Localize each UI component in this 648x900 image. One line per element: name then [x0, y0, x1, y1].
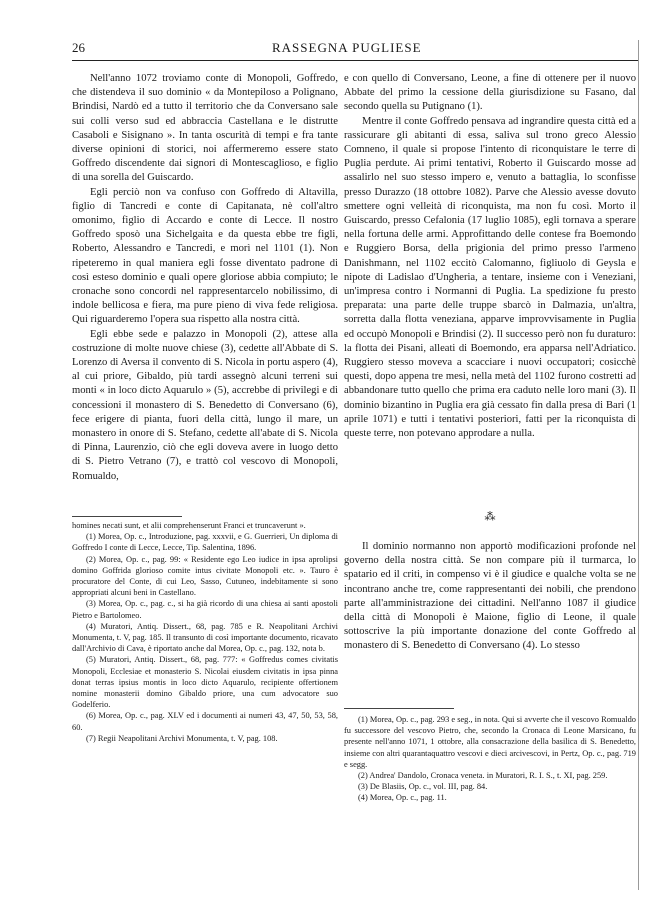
paragraph: Mentre il conte Goffredo pensava ad ingrandire questa città ed a rassicurare gli abitanti di essa, saliva sul trono greco Alessio Comneno, il quale si propose l'intento di riconquistare le terre di Puglia perdute. Ai primi tentativi, Roberto il Guiscardo mosse ad assalirlo nel suo stesso impero e, venuto a battaglia, lo sconfisse presso Durazzo (18 ottobre 1082). Parve che Alessio avesse dovuto smettere ogni velleità di riconquista, ma non fu così. Morto il Guiscardo, presso Cefalonia (17 luglio 1085), egli tornava a sperare nella fortuna delle armi. Approfittando delle contese fra Boemondo e Ruggiero Borsa, della prigionia del primo presso l'armeno Danishmann, nel 1102 eccitò Calomanno, figliuolo di Geysla e nipote di Ladislao d'Ungheria, a tentare, insieme con i Veneziani, un'impresa contro i Normanni di Puglia. La spedizione fu presto preparata: una parte delle truppe sbarcò in Dalmazia, un'altra, sorretta dalla flotta veneziana, apparve improvvisamente in Puglia ed occupò Monopoli e Brindisi (2). Il successo però non fu duraturo: la flotta dei Pisani, alleati di Boemondo, era apparsa nell'Adriatico. Ruggiero stesso moveva a scacciare i nuovi occupatori; cosicchè questi, dopo appena tre mesi, nella metà del 1102 furono costretti ad abbandonare tutto quello che prima era caduto nelle loro mani (3). Il dominio bizantino in Puglia era già cessato fin dalla presa di Bari (1 aprile 1071) e tutti i tentativi posteriori, fatti per la riconquista di queste terre, non potevano approdare a nulla. — [344, 115, 636, 440]
footnote: (4) Morea, Op. c., pag. 11. — [358, 793, 447, 803]
footnote: (4) Muratori, Antiq. Dissert., 68, pag. 785 e R. Neapolitani Archivi Monumenta, t. V, pag. 185. Il transunto di così importante documento, ricavato dall'Archivio di Cava, è riportato anche dal Morea, Op. c., pag. 132, nota b. — [72, 621, 338, 654]
footnote: homines necati sunt, et alii comprehenserunt Franci et truncaverunt ». — [72, 521, 306, 530]
paragraph: e con quello di Conversano, Leone, a fine di ottenere per il nuovo Abbate del primo la cessione della giurisdizione su Fasano, dal secondo quella su Putignano (1). — [344, 73, 636, 113]
left-column — [72, 72, 338, 484]
footnote: (3) De Blasiis, Op. c., vol. III, pag. 84. — [358, 782, 488, 792]
paragraph: Nell'anno 1072 troviamo conte di Monopoli, Goffredo, che distendeva il suo dominio « da Montepiloso a Polignano, Brindisi, Nardò ed a tutto il territorio che da Conversano sale sui colli verso sud ed abbraccia Castellana e le distrutte Casaboli e Sisignano ». In tanta oscurità di tempi e fra tante diverse opinioni di storici, noi affermeremo essere stato Goffredo discendente dai signori di Montescaglioso, e figlio di una sorella del Guiscardo. — [72, 73, 338, 184]
footnote: (1) Morea, Op. c., Introduzione, pag. xxxvii, e G. Guerrieri, Un diploma di Goffredo I conte di Lecce, Lecce, Tip. Salentina, 1896. — [72, 532, 338, 553]
page-edge-line — [638, 40, 639, 890]
footnote: (6) Morea, Op. c., pag. XLV ed i documenti ai numeri 43, 47, 50, 53, 58, 60. — [72, 711, 338, 732]
page-number: 26 — [72, 40, 85, 55]
footnote-rule — [344, 708, 454, 709]
footnote: (5) Muratori, Antiq. Dissert., 68, pag. 777: « Goffredus comes civitatis Monopoli, Ecclesiae et monasterio S. Nicolai eiusdem civitatis in ipsa pinna donat terras ipsius montis in loco dicto Aquarulo, recipiente offertionem nomine monasterii domino Gibaldo priore, una cum advocatore suo Godelferio. — [72, 655, 338, 710]
right-column — [344, 72, 636, 441]
footnote: (2) Andrea' Dandolo, Cronaca veneta. in Muratori, R. I. S., t. XI, pag. 259. — [358, 771, 608, 781]
header-rule — [72, 60, 638, 61]
footnote: (2) Morea, Op. c., pag. 99: « Residente ego Leo iudice in ipsa aprolipsi domino Goffrida glorioso comite intus civitate Monopoli etc. ». Tauro è procuratore del Conte, di cui Leo, Sasso, Cutuneo, indebitamente si sono appropriati alcuni beni in Castellano. — [72, 554, 338, 598]
paragraph: Egli perciò non va confuso con Goffredo di Altavilla, figlio di Tancredi e conte di Capitanata, nè coll'altro omonimo, figlio di Accardo e conte di Lecce. Il nostro Goffredo sposò una Sichelgaita e da questa ebbe tre figli, Roberto, Alessandro e Tancredi, e morì nel 1101 (1). Non ripeteremo in qual maniera egli fosse diventato padrone di così esteso dominio e quali opere gloriose abbia compiuto; le cronache sono concordi nel rappresentarcelo nobilissimo, di indole bellicosa e fiera, ma pure pieno di viva fede religiosa. Qui riguarderemo l'opera sua rispetto alla nostra città. — [72, 186, 338, 326]
running-title: RASSEGNA PUGLIESE — [272, 40, 422, 55]
footnote: (1) Morea, Op. c., pag. 293 e seg., in nota. Qui si avverte che il vescovo Romualdo fu successore del vescovo Pietro, che, secondo la Cronaca di Leone Marsicano, fu presente nell'anno 1071, 1 ottobre, alla consacrazione della basilica di S. Benedetto, insieme con altri quarantaquattro vescovi e dieci arcivescovi, in Pertz, Op. c., pag. 719 e segg. — [344, 715, 636, 769]
footnotes-left — [72, 520, 338, 744]
footnotes-right — [344, 714, 636, 804]
footnote: (3) Morea, Op. c., pag. c., si ha già ricordo di una chiesa ai santi apostoli Pietro e Bartolomeo. — [72, 599, 338, 620]
paragraph: Egli ebbe sede e palazzo in Monopoli (2), attese alla costruzione di molte nuove chiese (3), cedette all'Abbate di S. Lorenzo di Aversa il convento di S. Nicola in portu aspero (4), al cui priore, Gibaldo, più tardi assegnò alcuni terreni sui monti « in loco dicto Aquarulo » (5), accrebbe di privilegi e di concessioni il monastero di S. Benedetto di Conversano (6), fece erigere di pianta, fuori della città, lungo il mare, un monastero in onore di S. Stefano, cedette all'abate di S. Nicola di Pinna, Laurenzio, ciò che egli doveva avere in luogo detto di S. Pietro Vetrano (7), e trattò col vescovo di Monopoli, Romualdo, — [72, 328, 338, 482]
footnote-rule — [72, 516, 182, 517]
footnote: (7) Regii Neapolitani Archivi Monumenta, t. V, pag. 108. — [86, 733, 278, 743]
right-column-continued — [344, 540, 636, 654]
section-separator: ⁂ — [484, 511, 496, 523]
paragraph: Il dominio normanno non apportò modificazioni profonde nel governo della nostra città. Se non compare più il turmarca, lo spatario ed il criti, in compenso vi è il giudice e qualche volta se ne incontrano anche tre, come rappresentanti dei nobili, che prendono parte all'amministrazione dei cittadini. Nell'anno 1087 il giudice della città di Monopoli è Maione, figlio di Leone, il quale sottoscrive la più importante donazione del conte Goffredo al monastero di S. Benedetto di Conversano (4). Lo stesso — [344, 541, 636, 652]
